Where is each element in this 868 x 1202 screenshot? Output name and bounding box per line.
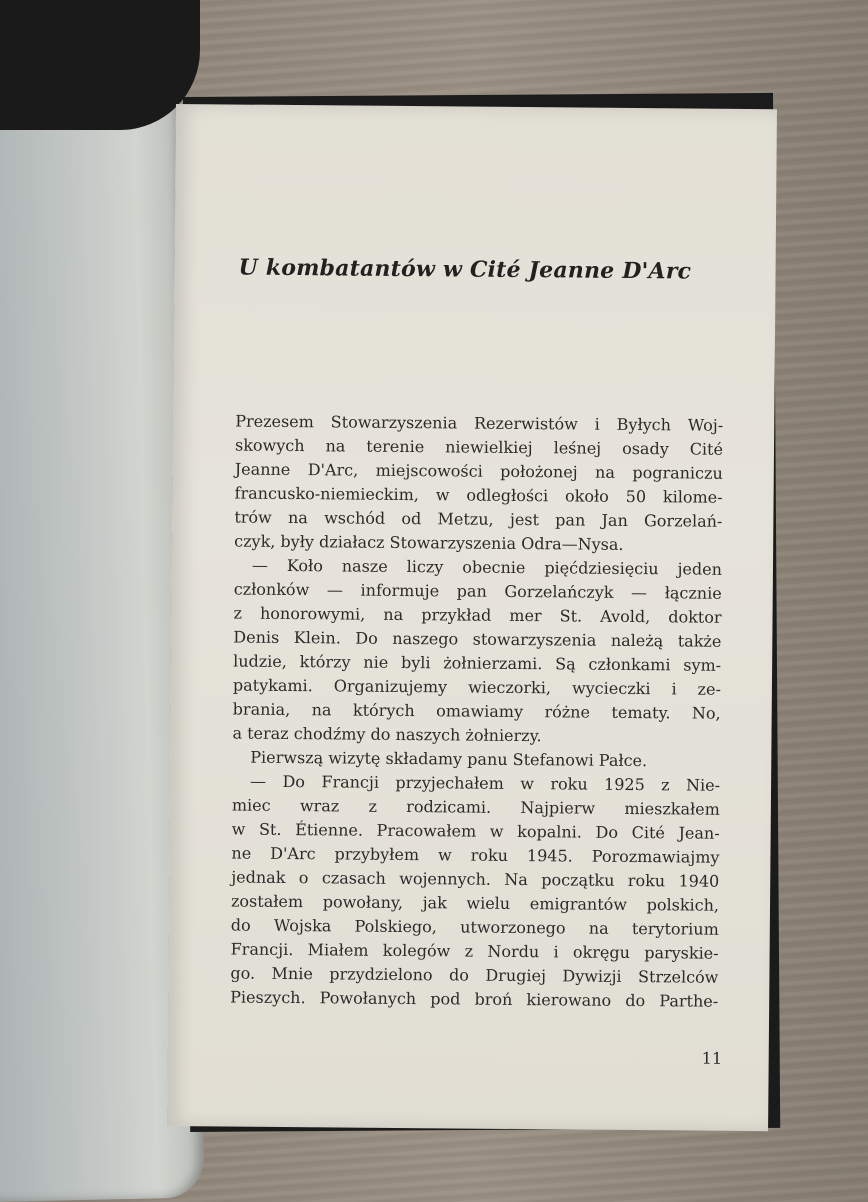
text-line: skowych na terenie niewielkiej leśnej osady Cité: [234, 435, 724, 459]
text-line: Pieszych. Powołanych pod broń kierowano do Parthe-: [230, 987, 719, 1011]
page-number: 11: [701, 1048, 723, 1068]
text-line: w St. Étienne. Pracowałem w kopalni. Do Cité Jean-: [231, 819, 720, 843]
text-line: patykami. Organizujemy wieczorki, wycieczki i ze-: [232, 675, 721, 699]
text-line: a teraz chodźmy do naszych żołnierzy.: [232, 723, 542, 746]
text-line: francusko-niemieckim, w odległości około 50 kilome-: [234, 483, 723, 507]
chapter-title: U kombatantów w Cité Jeanne D'Arc: [238, 254, 692, 285]
text-line: Jeanne D'Arc, miejscowości położonej na pograniczu: [234, 459, 723, 483]
text-line: — Koło nasze liczy obecnie pięćdziesięciu jeden: [251, 555, 723, 579]
text-line: — Do Francji przyjechałem w roku 1925 z Nie-: [250, 771, 721, 795]
text-line: zostałem powołany, jak wielu emigrantów polskich,: [230, 891, 720, 915]
text-line: brania, na których omawiamy różne tematy. No,: [232, 699, 721, 723]
text-line: Prezesem Stowarzyszenia Rezerwistów i Byłych Woj-: [235, 411, 724, 435]
body-text: [230, 410, 723, 1014]
text-line: czyk, były działacz Stowarzyszenia Odra—Nysa.: [234, 531, 624, 554]
left-book-cover: [0, 0, 200, 130]
book-page: [167, 104, 777, 1131]
text-line: Pierwszą wizytę składamy panu Stefanowi Pałce.: [250, 747, 648, 771]
text-line: Francji. Miałem kolegów z Nordu i okręgu paryskie-: [230, 939, 719, 963]
text-line: miec wraz z rodzicami. Najpierw mieszkałem: [231, 795, 720, 819]
text-line: ludzie, którzy nie byli żołnierzami. Są członkami sym-: [233, 651, 722, 675]
text-line: do Wojska Polskiego, utworzonego na terytorium: [230, 915, 719, 939]
text-line: członków — informuje pan Gorzelańczyk — łącznie: [233, 579, 722, 603]
text-line: ne D'Arc przybyłem w roku 1945. Porozmawiajmy: [231, 843, 720, 867]
text-line: z honorowymi, na przykład mer St. Avold, doktor: [233, 603, 722, 627]
text-line: trów na wschód od Metzu, jest pan Jan Gorzelań-: [234, 507, 723, 531]
text-line: Denis Klein. Do naszego stowarzyszenia należą także: [233, 627, 722, 651]
text-line: jednak o czasach wojennych. Na początku roku 1940: [231, 867, 720, 891]
text-line: go. Mnie przydzielono do Drugiej Dywizji Strzelców: [230, 963, 719, 987]
